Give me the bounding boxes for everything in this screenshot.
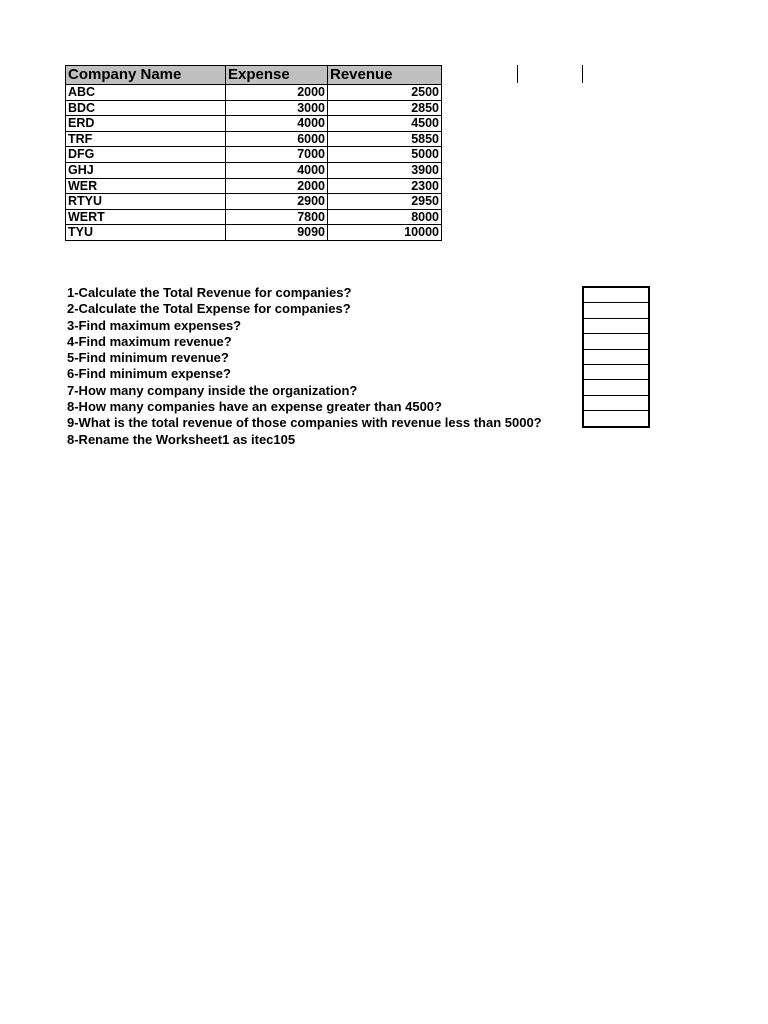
expense-cell[interactable]: 7800 xyxy=(226,209,328,225)
company-name-cell[interactable]: DFG xyxy=(66,147,226,163)
question-item: 5-Find minimum revenue? xyxy=(67,350,229,366)
question-item: 4-Find maximum revenue? xyxy=(67,333,232,349)
answer-cell[interactable] xyxy=(584,334,648,349)
header-revenue[interactable]: Revenue xyxy=(328,66,442,85)
company-name-cell[interactable]: TRF xyxy=(66,131,226,147)
expense-cell[interactable]: 3000 xyxy=(226,100,328,116)
company-data-table xyxy=(65,65,442,241)
question-item: 7-How many company inside the organization? xyxy=(67,382,358,398)
question-item: 8-Rename the Worksheet1 as itec105 xyxy=(67,431,296,447)
revenue-cell[interactable]: 5850 xyxy=(328,131,442,147)
header-expense[interactable]: Expense xyxy=(226,66,328,85)
revenue-cell[interactable]: 10000 xyxy=(328,225,442,241)
question-item: 2-Calculate the Total Expense for companies? xyxy=(67,301,351,317)
answer-cell[interactable] xyxy=(584,350,648,365)
table-row xyxy=(66,178,442,194)
table-row xyxy=(66,85,442,101)
expense-cell[interactable]: 4000 xyxy=(226,162,328,178)
company-name-cell[interactable]: WERT xyxy=(66,209,226,225)
header-company-name[interactable]: Company Name xyxy=(66,66,226,85)
answer-cell[interactable] xyxy=(584,396,648,411)
answer-cell[interactable] xyxy=(584,319,648,334)
expense-cell[interactable]: 2900 xyxy=(226,194,328,210)
question-item: 9-What is the total revenue of those companies with revenue less than 5000? xyxy=(67,415,542,431)
column-divider-mark xyxy=(517,65,518,83)
revenue-cell[interactable]: 3900 xyxy=(328,162,442,178)
expense-cell[interactable]: 2000 xyxy=(226,178,328,194)
table-row xyxy=(66,162,442,178)
company-name-cell[interactable]: WER xyxy=(66,178,226,194)
question-item: 1-Calculate the Total Revenue for companies? xyxy=(67,285,352,300)
question-list xyxy=(67,285,542,448)
answer-cell[interactable] xyxy=(584,303,648,318)
company-name-cell[interactable]: TYU xyxy=(66,225,226,241)
revenue-cell[interactable]: 2300 xyxy=(328,178,442,194)
revenue-cell[interactable]: 2950 xyxy=(328,194,442,210)
company-name-cell[interactable]: BDC xyxy=(66,100,226,116)
question-item: 8-How many companies have an expense greater than 4500? xyxy=(67,399,442,415)
expense-cell[interactable]: 9090 xyxy=(226,225,328,241)
revenue-cell[interactable]: 8000 xyxy=(328,209,442,225)
expense-cell[interactable]: 2000 xyxy=(226,85,328,101)
answer-cells-box xyxy=(582,286,650,428)
table-row xyxy=(66,100,442,116)
question-item: 6-Find minimum expense? xyxy=(67,366,231,382)
revenue-cell[interactable]: 2500 xyxy=(328,85,442,101)
answer-cell[interactable] xyxy=(584,380,648,395)
table-row xyxy=(66,209,442,225)
company-name-cell[interactable]: ABC xyxy=(66,85,226,101)
expense-cell[interactable]: 7000 xyxy=(226,147,328,163)
answer-cell[interactable] xyxy=(584,365,648,380)
table-header-row xyxy=(66,66,442,85)
expense-cell[interactable]: 6000 xyxy=(226,131,328,147)
revenue-cell[interactable]: 2850 xyxy=(328,100,442,116)
company-name-cell[interactable]: GHJ xyxy=(66,162,226,178)
company-name-cell[interactable]: RTYU xyxy=(66,194,226,210)
expense-cell[interactable]: 4000 xyxy=(226,116,328,132)
table-row xyxy=(66,131,442,147)
question-item: 3-Find maximum expenses? xyxy=(67,317,242,333)
table-row xyxy=(66,225,442,241)
table-row xyxy=(66,147,442,163)
answer-cell[interactable] xyxy=(584,288,648,303)
answer-cell[interactable] xyxy=(584,411,648,425)
revenue-cell[interactable]: 4500 xyxy=(328,116,442,132)
table-row xyxy=(66,194,442,210)
column-divider-mark xyxy=(582,65,583,83)
company-name-cell[interactable]: ERD xyxy=(66,116,226,132)
revenue-cell[interactable]: 5000 xyxy=(328,147,442,163)
table-row xyxy=(66,116,442,132)
